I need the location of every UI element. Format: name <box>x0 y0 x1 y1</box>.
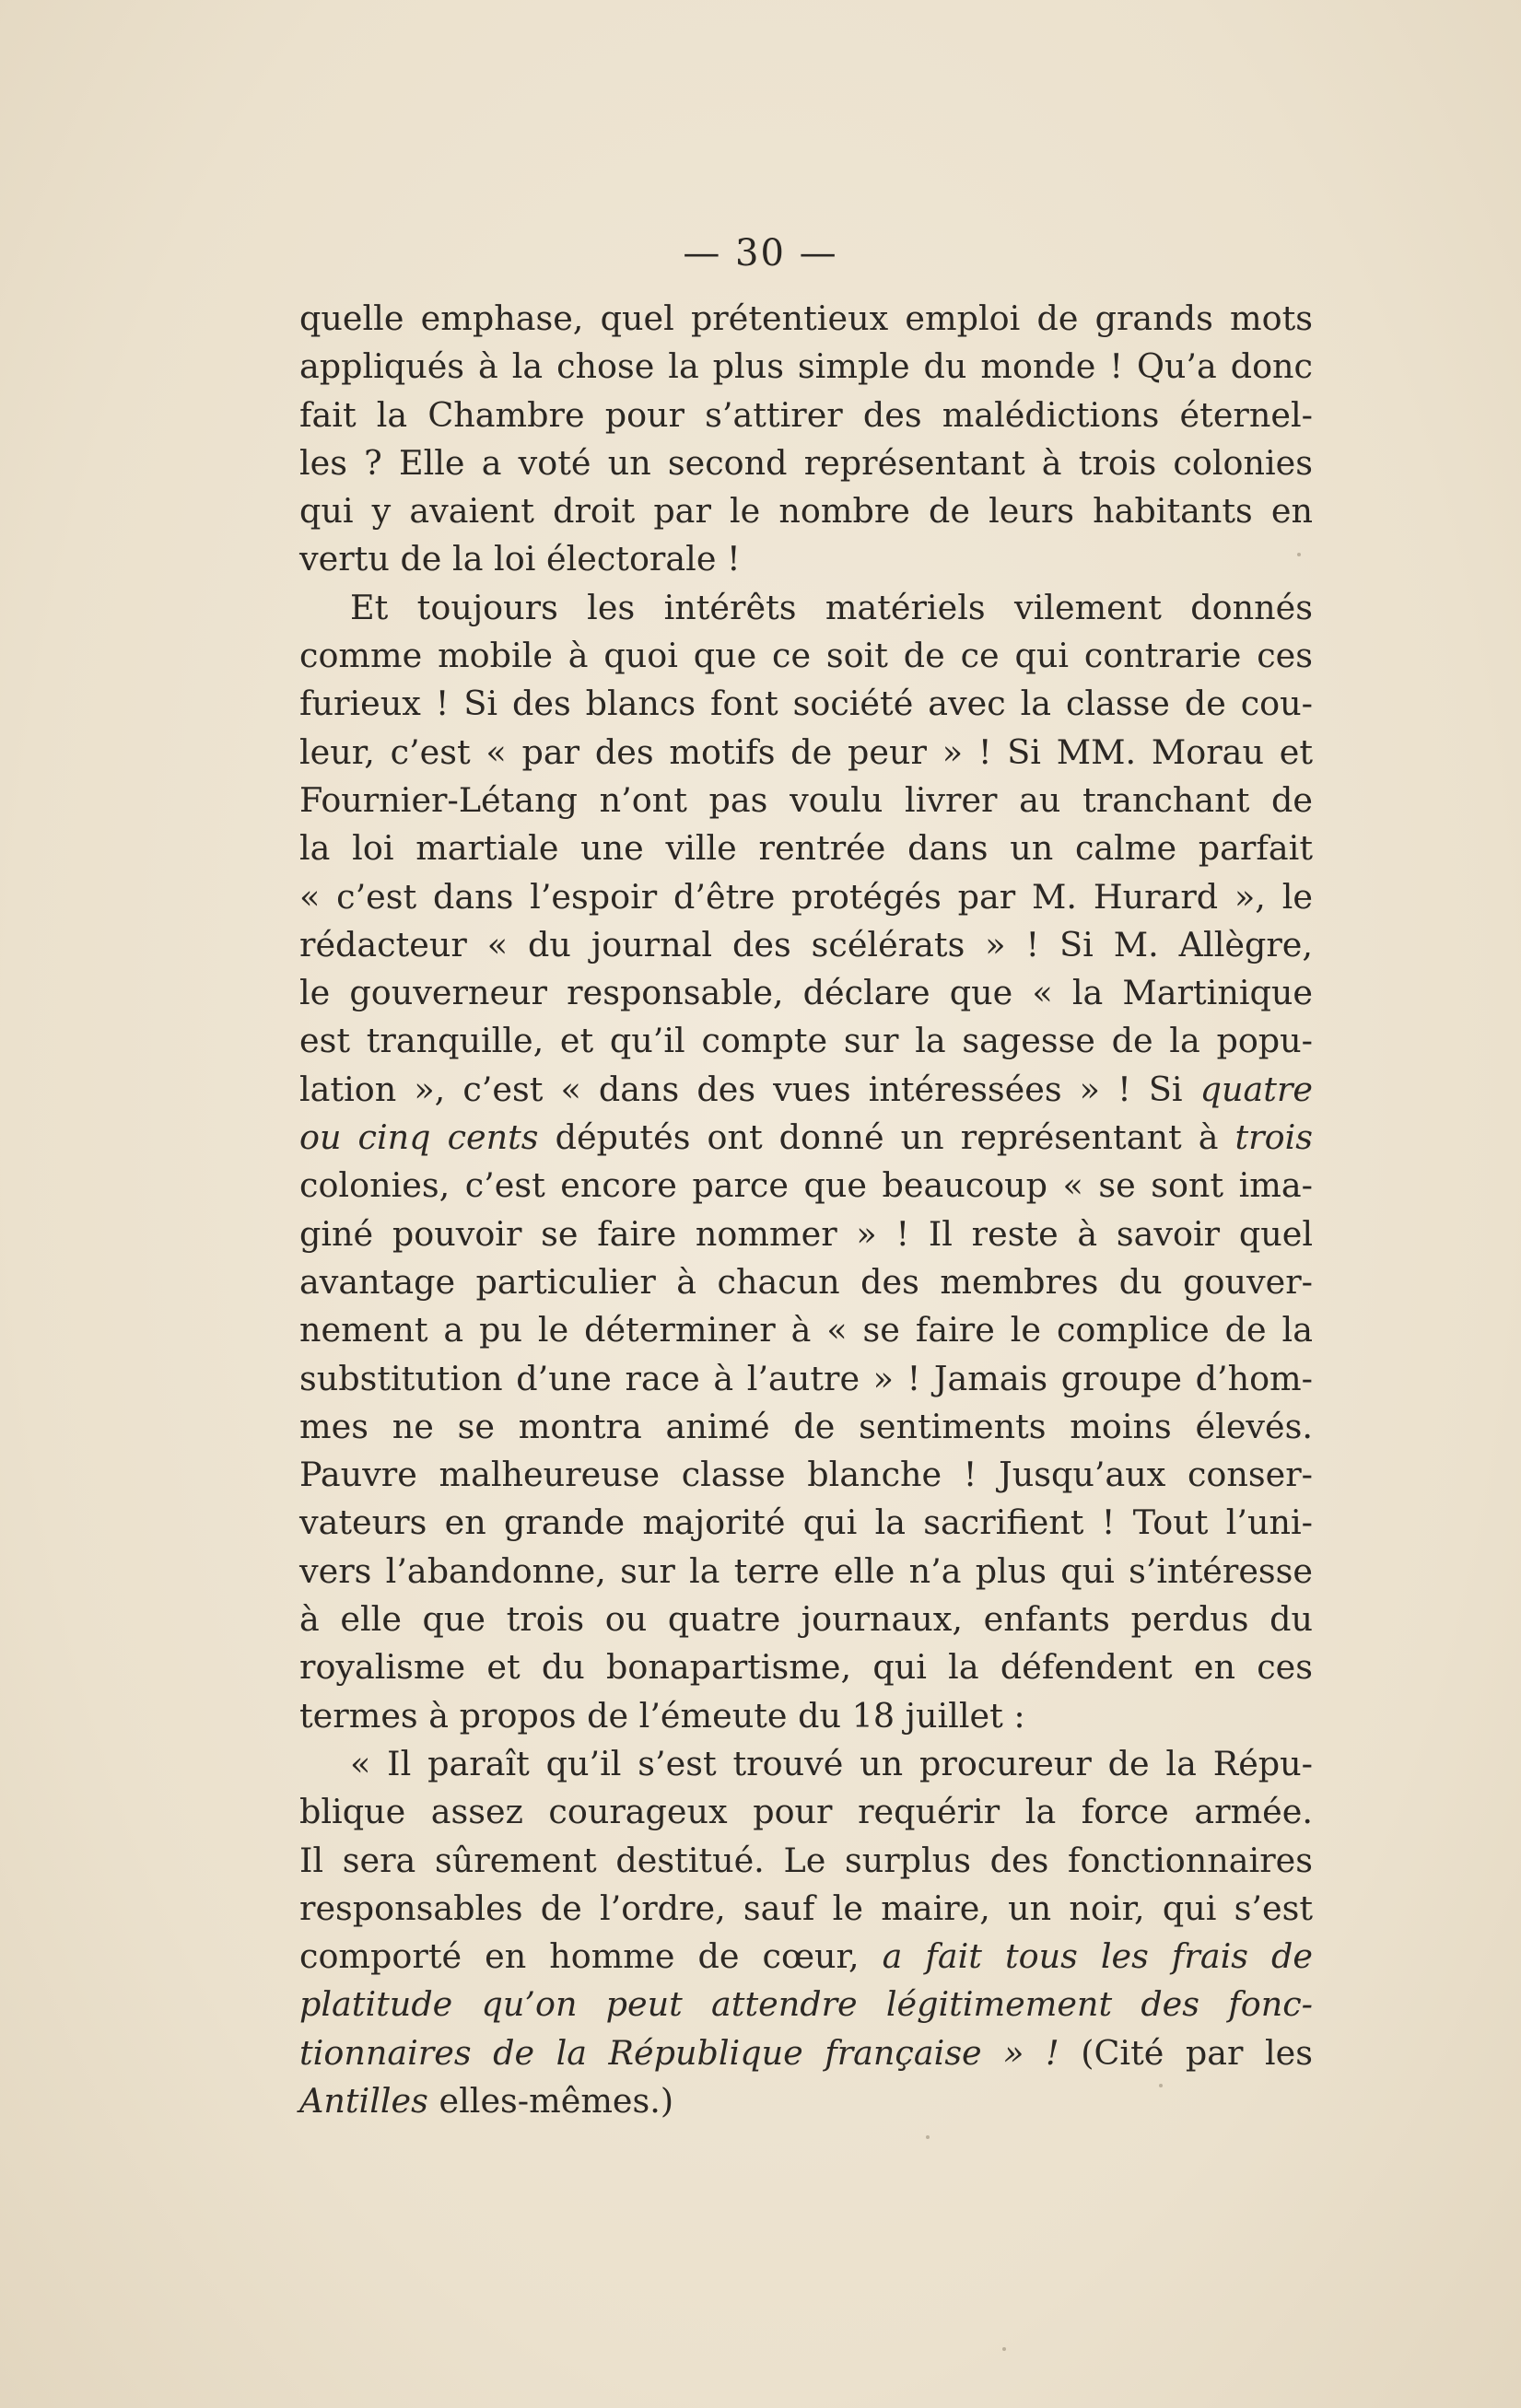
text-span: Fournier-Létang n’ont pas voulu livrer au tranchant de <box>299 779 1313 820</box>
italic-text: a fait tous les frais de <box>882 1936 1313 1977</box>
text-span: substitution d’une race à l’autre » ! Jamais groupe d’hom- <box>299 1358 1313 1398</box>
text-span: appliqués à la chose la plus simple du monde ! Qu’a donc <box>299 346 1313 387</box>
text-span: vers l’abandonne, sur la terre elle n’a plus qui s’intéresse <box>299 1550 1313 1591</box>
text-line <box>299 729 1313 777</box>
text-line <box>299 295 1313 343</box>
text-span: elles-mêmes.) <box>427 2080 674 2121</box>
text-span: vertu de la loi électorale ! <box>299 539 741 579</box>
text-span: députés ont donné un représentant à <box>538 1117 1235 1158</box>
italic-text: platitude qu’on peut attendre légitimement des fonc- <box>299 1984 1313 2025</box>
text-line <box>299 969 1313 1017</box>
text-span: termes à propos de l’émeute du 18 juillet : <box>299 1695 1025 1736</box>
italic-text: ou cinq cents <box>299 1117 539 1158</box>
text-line <box>299 1403 1313 1451</box>
text-line <box>299 1643 1313 1691</box>
italic-text: trois <box>1234 1117 1314 1158</box>
text-line <box>299 343 1313 391</box>
text-line <box>299 1162 1313 1210</box>
text-span: furieux ! Si des blancs font société avec la classe de cou- <box>299 684 1313 724</box>
page-number: — 30 — <box>683 232 838 275</box>
italic-text: Antilles <box>299 2080 428 2121</box>
paper-speck <box>1159 2084 1163 2087</box>
text-line <box>299 1981 1313 2028</box>
text-span: Et toujours les intérêts matériels vilement donnés <box>350 587 1313 627</box>
text-line <box>299 1885 1313 1933</box>
text-span: colonies, c’est encore parce que beaucoup « se sont ima- <box>299 1165 1313 1206</box>
text-span: avantage particulier à chacun des membres du gouver- <box>299 1261 1313 1302</box>
text-line <box>299 1451 1313 1499</box>
text-line <box>299 1017 1313 1065</box>
text-span: les ? Elle a voté un second représentant à trois colonies <box>299 442 1313 483</box>
text-line <box>299 632 1313 680</box>
text-line <box>299 1837 1313 1885</box>
text-line <box>299 487 1313 535</box>
text-line <box>299 439 1313 487</box>
text-line <box>299 1548 1313 1596</box>
text-span: lation », c’est « dans des vues intéressées » ! Si <box>299 1069 1200 1109</box>
text-span: Il sera sûrement destitué. Le surplus des fonctionnaires <box>299 1840 1313 1880</box>
text-line <box>299 535 1313 583</box>
text-span: royalisme et du bonapartisme, qui la défendent en ces <box>299 1647 1313 1688</box>
text-line <box>299 680 1313 728</box>
text-line <box>299 824 1313 872</box>
text-span: « Il paraît qu’il s’est trouvé un procureur de la Répu- <box>350 1743 1313 1783</box>
text-line <box>299 1933 1313 1981</box>
text-line <box>299 777 1313 824</box>
text-span: qui y avaient droit par le nombre de leurs habitants en <box>299 491 1313 532</box>
text-span: giné pouvoir se faire nommer » ! Il reste à savoir quel <box>299 1213 1313 1254</box>
text-span: nement a pu le déterminer à « se faire le complice de la <box>299 1310 1313 1350</box>
text-line <box>299 1258 1313 1306</box>
text-span: blique assez courageux pour requérir la force armée. <box>299 1792 1313 1832</box>
text-line <box>299 392 1313 439</box>
paper-speck <box>926 2135 930 2139</box>
text-line <box>299 2029 1313 2077</box>
text-span: « c’est dans l’espoir d’être protégés par M. Hurard », le <box>299 876 1313 917</box>
text-span: responsables de l’ordre, sauf le maire, un noir, qui s’est <box>299 1888 1313 1928</box>
text-line <box>299 873 1313 921</box>
body-text <box>299 295 1313 2125</box>
text-line <box>299 1788 1313 1836</box>
text-span: fait la Chambre pour s’attirer des malédictions éternel- <box>299 394 1313 435</box>
italic-text: quatre <box>1199 1069 1313 1109</box>
text-line <box>299 1692 1313 1740</box>
text-line <box>299 1306 1313 1354</box>
text-span: leur, c’est « par des motifs de peur » ! Si MM. Morau et <box>299 731 1313 772</box>
text-line <box>299 584 1313 632</box>
text-span: le gouverneur responsable, déclare que « la Martinique <box>299 973 1313 1013</box>
text-span: à elle que trois ou quatre journaux, enfants perdus du <box>299 1599 1313 1640</box>
text-span: rédacteur « du journal des scélérats » ! Si M. Allègre, <box>299 924 1313 964</box>
text-span: (Cité par les <box>1059 2032 1314 2073</box>
text-span: est tranquille, et qu’il compte sur la sagesse de la popu- <box>299 1021 1313 1061</box>
text-line <box>299 1114 1313 1162</box>
text-span: vateurs en grande majorité qui la sacrifient ! Tout l’uni- <box>299 1502 1313 1543</box>
text-line <box>299 1499 1313 1547</box>
text-span: la loi martiale une ville rentrée dans un calme parfait <box>299 828 1313 869</box>
text-line <box>299 921 1313 969</box>
text-span: Pauvre malheureuse classe blanche ! Jusqu’aux conser- <box>299 1455 1313 1495</box>
text-line <box>299 1740 1313 1788</box>
text-line <box>299 1596 1313 1643</box>
text-line <box>299 1210 1313 1258</box>
text-line <box>299 1355 1313 1403</box>
text-span: quelle emphase, quel prétentieux emploi de grands mots <box>299 298 1313 338</box>
text-span: comporté en homme de cœur, <box>299 1936 883 1977</box>
italic-text: tionnaires de la République française » ! <box>299 2032 1059 2073</box>
text-span: mes ne se montra animé de sentiments moins élevés. <box>299 1406 1313 1446</box>
text-line <box>299 1066 1313 1114</box>
paper-speck <box>1002 2347 1006 2351</box>
paper-speck <box>1297 553 1301 556</box>
text-span: comme mobile à quoi que ce soit de ce qui contrarie ces <box>299 636 1313 676</box>
